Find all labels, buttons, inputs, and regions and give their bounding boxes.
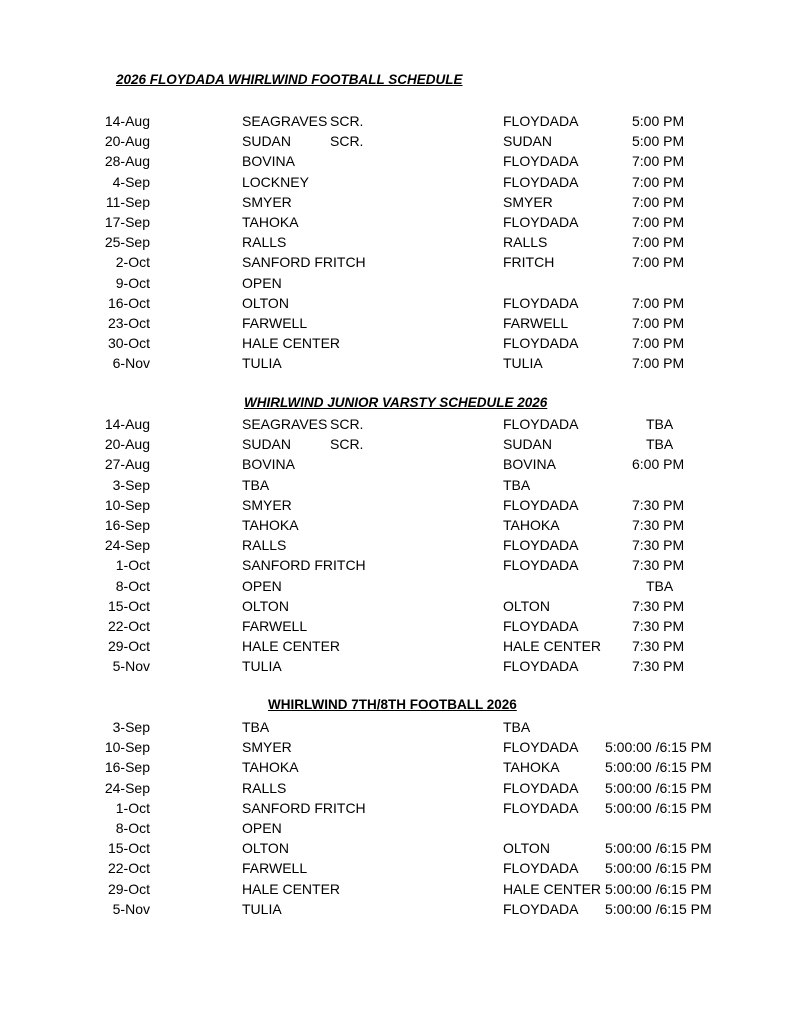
game-location: TULIA	[503, 355, 543, 372]
game-location: FLOYDADA	[503, 335, 579, 352]
game-location: TAHOKA	[503, 759, 560, 776]
game-date: 29-Oct	[107, 880, 150, 897]
game-opponent: SMYER	[242, 496, 292, 513]
game-opponent: TAHOKA	[242, 759, 299, 776]
game-opponent: SMYER	[242, 739, 292, 756]
game-location: FLOYDADA	[503, 214, 579, 230]
game-date: 15-Oct	[107, 840, 150, 857]
game-time: 7:30 PM	[632, 638, 685, 655]
game-note: SCR.	[330, 416, 364, 432]
game-location: FLOYDADA	[503, 739, 579, 756]
game-location: FLOYDADA	[503, 557, 579, 574]
game-opponent: HALE CENTER	[242, 335, 341, 352]
game-date: 22-Oct	[107, 618, 150, 634]
schedule-row	[0, 273, 791, 293]
game-time: 7:00 PM	[632, 254, 685, 271]
game-location: OLTON	[503, 840, 550, 857]
game-date: 27-Aug	[104, 456, 150, 473]
game-date: 24-Sep	[104, 537, 150, 554]
game-opponent: SEAGRAVES	[242, 113, 328, 129]
game-opponent: FARWELL	[242, 860, 308, 877]
game-location: FLOYDADA	[503, 900, 579, 917]
schedule-row	[0, 737, 791, 757]
schedule-row	[0, 899, 791, 919]
game-date: 1-Oct	[115, 799, 150, 816]
game-location: FLOYDADA	[503, 618, 579, 634]
schedule-row	[0, 838, 791, 858]
game-time: 7:30 PM	[632, 537, 685, 554]
schedule-row	[0, 232, 791, 252]
game-opponent: TAHOKA	[242, 214, 299, 230]
game-time: 6:00 PM	[632, 456, 685, 473]
game-location: RALLS	[503, 234, 548, 251]
game-time: 7:00 PM	[632, 355, 685, 372]
schedule-row	[0, 798, 791, 818]
game-time: 7:00 PM	[632, 315, 685, 331]
game-location: HALE CENTER	[503, 638, 602, 655]
schedule-row	[0, 212, 791, 232]
game-location: FARWELL	[503, 315, 569, 331]
game-date: 25-Sep	[104, 234, 150, 251]
game-opponent: SANFORD FRITCH	[242, 254, 366, 271]
game-opponent: SANFORD FRITCH	[242, 799, 366, 816]
game-date: 16-Oct	[107, 294, 150, 311]
game-date: 14-Aug	[104, 113, 150, 129]
game-time: 5:00:00 /6:15 PM	[605, 860, 712, 877]
schedule-row	[0, 778, 791, 798]
game-date: 1-Oct	[115, 557, 150, 574]
game-opponent: TULIA	[242, 658, 282, 675]
game-time: 7:30 PM	[632, 618, 685, 634]
game-opponent: SUDAN	[242, 133, 292, 150]
game-date: 2-Oct	[115, 254, 150, 271]
game-location: BOVINA	[503, 456, 556, 473]
game-time: 5:00:00 /6:15 PM	[605, 900, 712, 917]
game-date: 20-Aug	[104, 436, 150, 453]
game-opponent: SUDAN	[242, 436, 292, 453]
game-opponent: RALLS	[242, 537, 287, 554]
game-date: 6-Nov	[112, 355, 150, 372]
game-time: 7:30 PM	[632, 517, 685, 533]
game-location: FLOYDADA	[503, 860, 579, 877]
game-opponent: OLTON	[242, 840, 289, 857]
schedule-row	[0, 454, 791, 474]
game-date: 15-Oct	[107, 597, 150, 614]
game-opponent: OLTON	[242, 597, 289, 614]
junior-high-schedule-title: WHIRLWIND 7TH/8TH FOOTBALL 2026	[268, 697, 517, 712]
game-time: 7:30 PM	[632, 658, 685, 675]
game-location: SUDAN	[503, 133, 553, 150]
game-location: TAHOKA	[503, 517, 560, 533]
game-location: FLOYDADA	[503, 496, 579, 513]
schedule-row	[0, 192, 791, 212]
game-date: 29-Oct	[107, 638, 150, 655]
varsity-schedule-title: 2026 FLOYDADA WHIRLWIND FOOTBALL SCHEDULE	[116, 72, 463, 87]
schedule-row	[0, 111, 791, 131]
game-opponent: TAHOKA	[242, 517, 299, 533]
game-opponent: FARWELL	[242, 315, 308, 331]
game-location: FLOYDADA	[503, 416, 579, 432]
game-note: SCR.	[330, 436, 364, 453]
game-date: 23-Oct	[107, 315, 150, 331]
game-time: 5:00:00 /6:15 PM	[605, 739, 712, 756]
game-opponent: FARWELL	[242, 618, 308, 634]
game-note: SCR.	[330, 133, 364, 150]
game-time: 7:00 PM	[632, 234, 685, 251]
schedule-row	[0, 576, 791, 596]
game-opponent: SMYER	[242, 193, 292, 210]
game-location: TBA	[503, 476, 531, 493]
game-date: 10-Sep	[104, 739, 150, 756]
game-location: OLTON	[503, 597, 550, 614]
game-time: 5:00 PM	[632, 133, 685, 150]
schedule-row	[0, 313, 791, 333]
game-opponent: SANFORD FRITCH	[242, 557, 366, 574]
schedule-row	[0, 858, 791, 878]
game-date: 9-Oct	[115, 274, 150, 291]
game-opponent: RALLS	[242, 779, 287, 796]
game-time: 7:30 PM	[632, 557, 685, 574]
game-opponent: OPEN	[242, 820, 282, 836]
game-date: 3-Sep	[112, 719, 150, 735]
schedule-row	[0, 333, 791, 353]
game-opponent: OPEN	[242, 274, 282, 291]
game-location: FLOYDADA	[503, 658, 579, 675]
game-date: 22-Oct	[107, 860, 150, 877]
game-opponent: RALLS	[242, 234, 287, 251]
game-location: FLOYDADA	[503, 537, 579, 554]
schedule-row	[0, 151, 791, 171]
game-date: 5-Nov	[112, 900, 150, 917]
game-location: FLOYDADA	[503, 294, 579, 311]
game-date: 28-Aug	[104, 153, 150, 170]
schedule-row	[0, 879, 791, 899]
schedule-row	[0, 535, 791, 555]
game-time: 5:00:00 /6:15 PM	[605, 799, 712, 816]
game-date: 20-Aug	[104, 133, 150, 150]
game-date: 14-Aug	[104, 416, 150, 432]
schedule-row	[0, 616, 791, 636]
game-date: 17-Sep	[104, 214, 150, 230]
schedule-row	[0, 818, 791, 838]
schedule-row	[0, 656, 791, 676]
schedule-row	[0, 495, 791, 515]
game-date: 3-Sep	[112, 476, 150, 493]
schedule-row	[0, 172, 791, 192]
schedule-row	[0, 252, 791, 272]
game-opponent: TBA	[242, 719, 270, 735]
game-date: 30-Oct	[107, 335, 150, 352]
game-note: SCR.	[330, 113, 364, 129]
schedule-row	[0, 353, 791, 373]
game-location: SUDAN	[503, 436, 553, 453]
game-opponent: SEAGRAVES	[242, 416, 328, 432]
game-opponent: TBA	[242, 476, 270, 493]
game-location: FRITCH	[503, 254, 555, 271]
game-date: 8-Oct	[115, 820, 150, 836]
game-time: TBA	[646, 436, 674, 453]
jv-schedule-title: WHIRLWIND JUNIOR VARSTY SCHEDULE 2026	[244, 395, 548, 410]
game-opponent: BOVINA	[242, 153, 295, 170]
schedule-row	[0, 596, 791, 616]
schedule-row	[0, 717, 791, 737]
game-date: 16-Sep	[104, 759, 150, 776]
game-date: 11-Sep	[105, 193, 150, 210]
game-opponent: BOVINA	[242, 456, 295, 473]
game-time: 7:00 PM	[632, 173, 685, 190]
game-location: TBA	[503, 719, 531, 735]
game-date: 5-Nov	[112, 658, 150, 675]
game-time: 7:00 PM	[632, 294, 685, 311]
game-opponent: OPEN	[242, 577, 282, 594]
schedule-row	[0, 475, 791, 495]
schedule-row	[0, 636, 791, 656]
game-date: 4-Sep	[112, 173, 150, 190]
game-opponent: TULIA	[242, 900, 282, 917]
game-opponent: LOCKNEY	[242, 173, 309, 190]
schedule-row	[0, 414, 791, 434]
game-location: HALE CENTER	[503, 880, 602, 897]
game-opponent: HALE CENTER	[242, 880, 341, 897]
game-location: FLOYDADA	[503, 173, 579, 190]
game-opponent: TULIA	[242, 355, 282, 372]
schedule-row	[0, 434, 791, 454]
game-time: 7:00 PM	[632, 335, 685, 352]
game-location: FLOYDADA	[503, 153, 579, 170]
game-location: SMYER	[503, 193, 553, 210]
game-location: FLOYDADA	[503, 113, 579, 129]
schedule-row	[0, 515, 791, 535]
schedule-row	[0, 293, 791, 313]
game-date: 16-Sep	[104, 517, 150, 533]
game-date: 10-Sep	[104, 496, 150, 513]
game-time: 7:00 PM	[632, 153, 685, 170]
game-location: FLOYDADA	[503, 779, 579, 796]
game-opponent: HALE CENTER	[242, 638, 341, 655]
game-time: 7:00 PM	[632, 193, 685, 210]
game-time: 5:00:00 /6:15 PM	[605, 759, 712, 776]
game-opponent: OLTON	[242, 294, 289, 311]
game-time: 7:30 PM	[632, 597, 685, 614]
game-location: FLOYDADA	[503, 799, 579, 816]
game-date: 8-Oct	[115, 577, 150, 594]
game-time: 5:00:00 /6:15 PM	[605, 779, 712, 796]
schedule-row	[0, 757, 791, 777]
game-time: 7:30 PM	[632, 496, 685, 513]
game-time: 7:00 PM	[632, 214, 685, 230]
game-date: 24-Sep	[104, 779, 150, 796]
game-time: TBA	[646, 416, 674, 432]
game-time: 5:00:00 /6:15 PM	[605, 840, 712, 857]
game-time: 5:00 PM	[632, 113, 685, 129]
game-time: TBA	[646, 577, 674, 594]
schedule-row	[0, 555, 791, 575]
game-time: 5:00:00 /6:15 PM	[605, 880, 712, 897]
schedule-row	[0, 131, 791, 151]
